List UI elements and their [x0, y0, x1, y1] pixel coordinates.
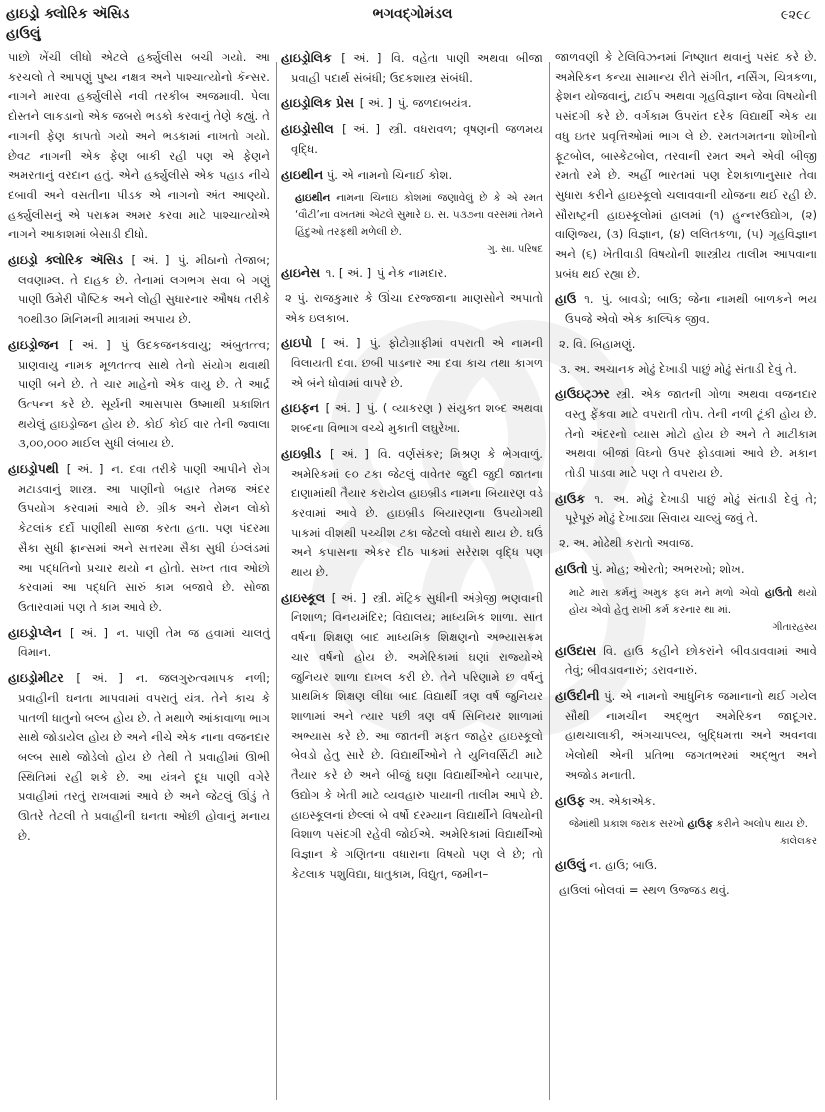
entry-definition: ન. દવા તરીકે પાણી આપીને રોગ મટાડવાનું શાસ્ત્ર. આ પાણીનો બહાર તેમજ અંદર ઉપયોગ કરવામાં આવે છે. ગ્રીક અને રોમન લોકો કેટલાંક દર્દો પાણીથી સાજા કરતા હતા. પણ પંદરમા સૈકા સુધી ફ્રાન્સમાં અને સત્તરમા સૈકા સુધી ઇંગ્લંડમાં આ પદ્ધતિનો પ્રચાર થયો ન હોતો. સખ્ત તાવ ઓછો કરવામાં આ પદ્ધતિ સારું કામ બજાવે છે. સોજા ઉતારવામાં પણ તે કામ આવે છે. [18, 462, 271, 614]
dictionary-entry [281, 398, 543, 438]
citation-source: કાલેલકર [780, 836, 817, 848]
entry-origin-tag: [ અં. ] [131, 253, 170, 268]
citation-text: થયો હોય એવો હેતુ રાખી કર્મ કરનાર થા માં. [569, 586, 817, 616]
dictionary-entry [555, 48, 817, 284]
entry-sense: હાઉલાં બોલવાં = સ્થળ ઉજ્જડ થવું. [559, 882, 730, 897]
entry-definition: પું. મીઠાનો તેજાબ; લવણામ્લ. તે દાહક છે. તેનામાં લગભગ સવા બે ગણું પાણી ઉમેરી પૌષ્ટિક અને લોહી સુધારનાર ઔષધ તરીકે ૧૦થી૩૦ મિનિમની માત્રામાં અપાય છે. [18, 253, 271, 327]
entry-headword: હાઇબ્રીડ [281, 445, 322, 461]
entry-headword: હાઉદાસ [555, 642, 597, 658]
entry-definition: વિ. વહેતા પાણી અથવા બીજા પ્રવાહી પદાર્થ સંબંધી; ઉદકશાસ્ત્ર સંબંધી. [291, 51, 544, 85]
entry-definition: પું. ( વ્યાકરણ ) સંયુક્ત શબ્દ અથવા શબ્દના વિભાગ વચ્ચે મુકાતી લઘુરેખા. [291, 401, 543, 436]
entry-origin-tag: [ અં. ] [341, 51, 382, 65]
entry-definition: સ્ત્રી. એક જાતની ગોળા અથવા વજનદાર વસ્તુ ફેંકવા માટે વપરાતી તોપ. તેની નળી ટૂંકી હોય છે. તેનો અંદરનો વ્યાસ મોટો હોય છે અને તે માટીકામ અથવા બીજાં વિઘ્નો ઉપર ફોડવામાં આવે છે. મકાન તોડી પાડવા માટે પણ તે વપરાય છે. [565, 387, 818, 481]
citation-source: ગુ. સા. પરિષદ [487, 244, 543, 256]
entry-definition: પાછો ખેંચી લીધો એટલે હર્ક્યુલીસ બચી ગયો. આ કરચલો તે આપણું પુષ્ય નક્ષત્ર અને પાશ્ચાત્યોનો કૅન્સર. નાગને મારવા હર્ક્યુલીસે નવી તરકીબ અજમાવી. પેલા દોસ્તને લાકડાનો એક જબરો ભડકો કરવાનું તેણે કહ્યું. તે નાગની ફેણ કાપતો ગયો અને ભડકામાં નાખતો ગયો. છેવટ નાગની એક ફેણ બાકી રહી પણ એ ફેણને અમરતાનું વરદાન હતું. એને હર્ક્યુલીસે એક પહાડ નીચે દબાવી અને વસતીના પીડક એ નાગનો અંત આણ્યો. હર્ક્યુલીસનું એ પરાક્રમ અમર કરવા માટે પાશ્ચાત્યોએ નાગને આકાશમાં બેસાડી દીધો. [8, 50, 270, 242]
entry-definition: પું. એ નામનો ચિનાઈ કોશ. [326, 167, 453, 182]
entry-headword: હાઇડ્રોસીલ [281, 121, 334, 137]
column-1 [8, 48, 270, 1104]
entry-sense: ૨ પું. રાજકુમાર કે ઊંચા દરજ્જાના માણસોને અપાતો એક ઇલકાબ. [285, 290, 543, 325]
entry-headword: હાઇસ્કૂલ [281, 589, 326, 605]
dictionary-entry [281, 444, 543, 583]
entry-definition: પું. ફોટોગ્રાફીમાં વપરાતી એ નામની વિલાયતી દવા. છબી પાડનાર આ દવા કાચ તથા કાગળ એ બંને ધોવામાં વાપરે છે. [291, 336, 544, 390]
column-divider [276, 62, 277, 1100]
entry-sense: ૨. અ. મોઢેથી કરાતો અવાજ. [559, 536, 694, 551]
entry-origin-tag: [ અં. ] [359, 96, 393, 111]
entry-definition: વિ. હાઉ કહીને છોકરાંને બીવડાવવામાં આવે તેવું; બીવડાવનારું; ડરાવનારું. [565, 643, 817, 678]
entry-definition: પું. મોહ; ઓરતો; અભરખો; શોખ. [591, 561, 745, 576]
entry-sense: ૨. વિ. બિહામણું. [559, 336, 636, 351]
entry-origin-tag: [ અં. ] [331, 590, 367, 605]
page-header [0, 0, 825, 50]
entry-definition: ન. જલગુરુત્વમાપક નળી; પ્રવાહીની ઘનતા માપવામાં વપરાતું યંત્ર. તેને કાચ કે પાતળી ધાતુનો બલ્બ હોય છે. તે મથાળે આંકાવાળા ભાગ સાથે જોડાયેલ હોય છે અને નીચે એક નાના વજનદાર બલ્બ સાથે જોડેલો હોય છે તેથી તે પ્રવાહીમાં ઊભી સ્થિતિમાં રહી શકે છે. આ યંત્રને દૂધ પાણી વગેરે પ્રવાહીમાં તરતું રાખવામાં આવે છે અને જેટલું ઊંડું તે ઊતરે તેટલી તે પ્રવાહીની ઘનતા ઓછી હોવાનું મનાય છે. [18, 671, 270, 843]
dictionary-entry [8, 668, 270, 846]
dictionary-entry [555, 489, 817, 529]
entry-definition: અ. એકાએક. [588, 793, 656, 808]
dictionary-entry [555, 384, 817, 484]
entry-origin-tag: [ અં. ] [330, 446, 369, 461]
entry-definition: ન. પાણી તેમ જ હવામાં ચાલતું વિમાન. [18, 625, 271, 660]
entry-definition: પું. એ નામનો આધુનિક જમાનાનો થઈ ગયેલ સૌથી નામચીન અદ્ભુત અમેરિકન જાદૂગર. હાથચાલાકી, અંગચાપલ્ય, બુદ્ધિમત્તા અને અવનવા ખેલોથી એની પ્રતિભા જગતભરમાં અદ્ભુત અને અજોડ મનાતી. [565, 688, 818, 782]
entry-definition: પું. બાવડો; બાઉ; જેના નામથી બાળકને ભય ઉપજે એવો એક કાલ્પિક જીવ. [565, 292, 817, 327]
entry-origin-tag: [ અં. ] [325, 401, 361, 416]
dictionary-entry [8, 623, 270, 663]
citation-source: ગીતારહસ્ય [772, 621, 817, 633]
page-number: ૯૨૯૮ [780, 8, 811, 23]
dictionary-entry [281, 165, 543, 186]
guide-word-first: હાઇડ્રો ક્લોરિક ઍસિડ [6, 6, 130, 22]
citation-text: કરીને અલોપ થાય છે. [716, 818, 808, 831]
entry-headword: હાઉદીની [555, 687, 600, 703]
entry-citation [569, 816, 817, 850]
entry-definition: અ. મોઢું દેખાડી પાછું મોઢું સંતાડી દેવું તે; પૂરેપૂરું મોઢું દેખાડ્યા સિવાય ચાલ્યું જવું તે. [565, 491, 818, 526]
entry-headword: હાઇફન [281, 400, 319, 416]
column-divider [549, 62, 550, 1100]
dictionary-entry [555, 791, 817, 812]
citation-text-before: જેમાંથી પ્રકાશ જરાક સરખો [569, 818, 685, 831]
column-3 [555, 48, 817, 1104]
entry-origin-tag: [ અં. ] [321, 336, 361, 351]
entry-origin-tag: [ અં. ] [76, 671, 123, 686]
column-2 [281, 48, 543, 1104]
dictionary-entry [8, 250, 270, 330]
dictionary-entry [555, 289, 817, 329]
entry-headword: હાઉલું [555, 857, 586, 873]
entry-definition: પું. જળદાબયંત્ર. [397, 96, 472, 111]
entry-definition: વિ. વર્ણસંકર; મિશ્રણ કે ભેગવાળું. અમેરિકમાં ૯૦ ટકા જેટલું વાવેતર જુદી જુદી જાતના દાણામાંથી તૈયાર કરાયેલ હાઇબ્રીડ નામના બિયારણ વડે કરવામાં આવે છે. હાઇબ્રીડ બિયારણના ઉપયોગથી પાકમાં વીશથી પચ્ચીશ ટકા જેટલો વધારો થાય છે. ઘઉં અને કપાસના એકર દીઠ પાકમાં સરેરાશ વૃદ્ધિ પણ થાય છે. [291, 446, 543, 580]
entry-definition: પું ઉદકજનકવાયુ; અંબુતત્ત્વ; પ્રાણવાયુ નામક મૂળતત્ત્વ સાથે તેનો સંયોગ થવાથી પાણી બને છે. તે ચાર માહેનો એક વાયુ છે. તે આર્દ્ર ઉત્પન્ન કરે છે. સૂર્યની આસપાસ ઉષ્માથી પ્રકાશિત થયેલું હાઇડ્રોજન હોય છે. કોઈ કોઈ વાર તેની જ્વાલા ૩,૦૦,૦૦૦ માઈલ સુધી લંબાય છે. [18, 337, 271, 451]
entry-headword: હાઇડ્રોજન [8, 336, 59, 352]
dictionary-entry [555, 686, 817, 786]
entry-citation [569, 585, 817, 636]
dictionary-entry [555, 559, 817, 580]
entry-definition: સ્ત્રી. મૅટ્રિક સુધીની અંગ્રેજી ભણવાની નિશાળ; વિનયમંદિર; વિદ્યાલય; માધ્યમિક શાળા. સાત વર્ષના શિક્ષણ બાદ માધ્યમિક શિક્ષણનો અભ્યાસક્રમ ચાર વર્ષનો હોય છે. અમેરિકામાં ઘણાં રાજ્યોએ જુનિયર શાળા દાખલ કરી છે. તેને પરિણામે છ વર્ષનું પ્રાથમિક શિક્ષણ લીધા બાદ વિદ્યાર્થી ત્રણ વર્ષ જુનિયર શાળામાં અને ત્યાર પછી ત્રણ વર્ષ સિનિયર શાળામાં અભ્યાસ કરે છે. આ જાતની મફત જાહેર હાઇસ્કૂલો બેવડો હેતુ સારે છે. વિદ્યાર્થીઓને તે યુનિવર્સિટી માટે તૈયાર કરે છે અને બીજું ઘણા વિદ્યાર્થીઓને વ્યાપાર, ઉદ્યોગ કે ખેતી માટે વ્યવહારુ પાયાની તાલીમ આપે છે. હાઇસ્કૂલનાં છેલ્લાં બે વર્ષો દરમ્યાન વિદ્યાર્થીને વિષયોની વિશાળ પસંદગી રહેવી જોઈએ. અમેરિકામાં વિદ્યાર્થીઓ વિજ્ઞાન કે ગણિતના વધારાના વિષયો પણ લે છે; તો કેટલાક પશુવિદ્યા, ધાતુકામ, વિદ્યુત, જમીન– [291, 590, 543, 881]
entry-headword: હાઉક [555, 490, 585, 506]
entry-headword: હાઇપો [281, 335, 312, 351]
entry-headword: હાઉઇટ્ઝર [555, 386, 610, 402]
entry-headword: હાઉતો [555, 560, 588, 576]
dictionary-entry [281, 93, 543, 114]
dictionary-title: ભગવદ્ગોમંડલ [372, 6, 453, 22]
entry-origin-tag: [ અં. ] [342, 122, 381, 137]
entry-origin-tag: ૧. [594, 491, 604, 506]
dictionary-entry [555, 855, 817, 876]
entry-headword: હાઇડ્રોલિક [281, 50, 332, 65]
citation-text-before: માટે મારા કર્મનું અમુક ફલ મને મળો એવો [569, 586, 760, 599]
entry-headword: હાઇડ્રોપથી [8, 461, 59, 477]
dictionary-entry [281, 588, 543, 885]
entry-headword: હાઇનેસ [281, 265, 321, 281]
entry-headword: હાઇડ્રોલિક પ્રેસ [281, 95, 355, 111]
entry-headword: હાઇડ્રોપ્લેન [8, 624, 62, 640]
citation-headword: હાઇથીન [295, 192, 331, 205]
entry-sense: ૩. અ. અચાનક મોઢું દેખાડી પાછું મોઢું સંતાડી દેવું તે. [559, 361, 797, 376]
entry-definition: સ્ત્રી. વધરાવળ; વૃષણની જળમય વૃદ્ધિ. [291, 122, 544, 156]
dictionary-entry [281, 119, 543, 159]
dictionary-entry [281, 263, 543, 284]
entry-origin-tag: [ અં. ] [69, 337, 111, 352]
dictionary-entry [555, 641, 817, 681]
entry-headword: હાઇડ્રો ક્લોરિક ઍસિડ [8, 252, 123, 268]
citation-headword: હાઉતો [764, 586, 793, 599]
guide-word-last: હાઉલું [6, 26, 41, 42]
entry-definition: પું નેક નામદાર. [376, 266, 448, 281]
dictionary-entry [281, 333, 543, 393]
citation-text: નામના ચિનાઇ કોશમાં જણાવેલું છે કે એ રમત ‘વૌટી’ના વખતમાં એટલે સુમારે ઇ. સ. ૫૩૭ના વરસમાં તેમને હિંદુઓ તરફથી મળેલી છે. [295, 192, 543, 239]
entry-citation [295, 190, 543, 258]
entry-origin-tag: [ અં. ] [70, 625, 109, 640]
citation-headword: હાઉફ [687, 818, 713, 831]
entry-origin-tag: ૧. [ અં. ] [325, 266, 372, 281]
entry-headword: હાઉ [555, 291, 577, 307]
entry-origin-tag: [ અં. ] [66, 462, 104, 477]
entry-headword: હાઇડ્રોમીટર [8, 670, 64, 686]
dictionary-entry [8, 48, 270, 245]
entry-headword: હાઇથીન [281, 166, 324, 182]
entry-headword: હાઉફ [555, 792, 586, 808]
dictionary-entry [8, 459, 270, 618]
dictionary-entry [8, 335, 270, 454]
dictionary-entry [281, 48, 543, 88]
entry-definition: જાળવણી કે ટેલિવિઝનમાં નિષ્ણાત થવાનું પસંદ કરે છે. અમેરિકન કન્યા સામાન્ય રીતે સંગીત, નર્સિંગ, ચિત્રકળા, ફેશન યોજવાનું, ટાઈપ અથવા ગૃહવિજ્ઞાન જેવા વિષયોની પસંદગી કરે છે. વર્ગકામ ઉપરાંત દરેક વિદ્યાર્થી એક યા વધુ ઇતર પ્રવૃત્તિઓમાં ભાગ લે છે. રમતગમતના શોખીનો ફૂટબોલ, બાસ્કેટબોલ, તરવાની રમત અને એવી બીજી રમતો રમે છે. અહીં ભારતમાં પણ દેશકાળાનુસાર તેવા સુધારા કરીને હાઇસ્કૂલો ચલાવવાની યોજના થઈ રહી છે. સૌરાષ્ટ્રની હાઇસ્કૂલોમાં હાલમાં (૧) હુન્નરઉદ્યોગ, (૨) વાણિજ્ય, (૩) વિજ્ઞાન, (૪) લલિતકળા, (૫) ગૃહવિજ્ઞાન અને (૬) ખેતીવાડી વિષયોની શાસ્ત્રીય તાલીમ આપવાના પ્રબંધ થઈ રહ્યા છે. [555, 50, 817, 281]
entry-origin-tag: ૧. [584, 292, 594, 307]
entry-definition: ન. હાઉ; બાઉ. [589, 858, 658, 873]
